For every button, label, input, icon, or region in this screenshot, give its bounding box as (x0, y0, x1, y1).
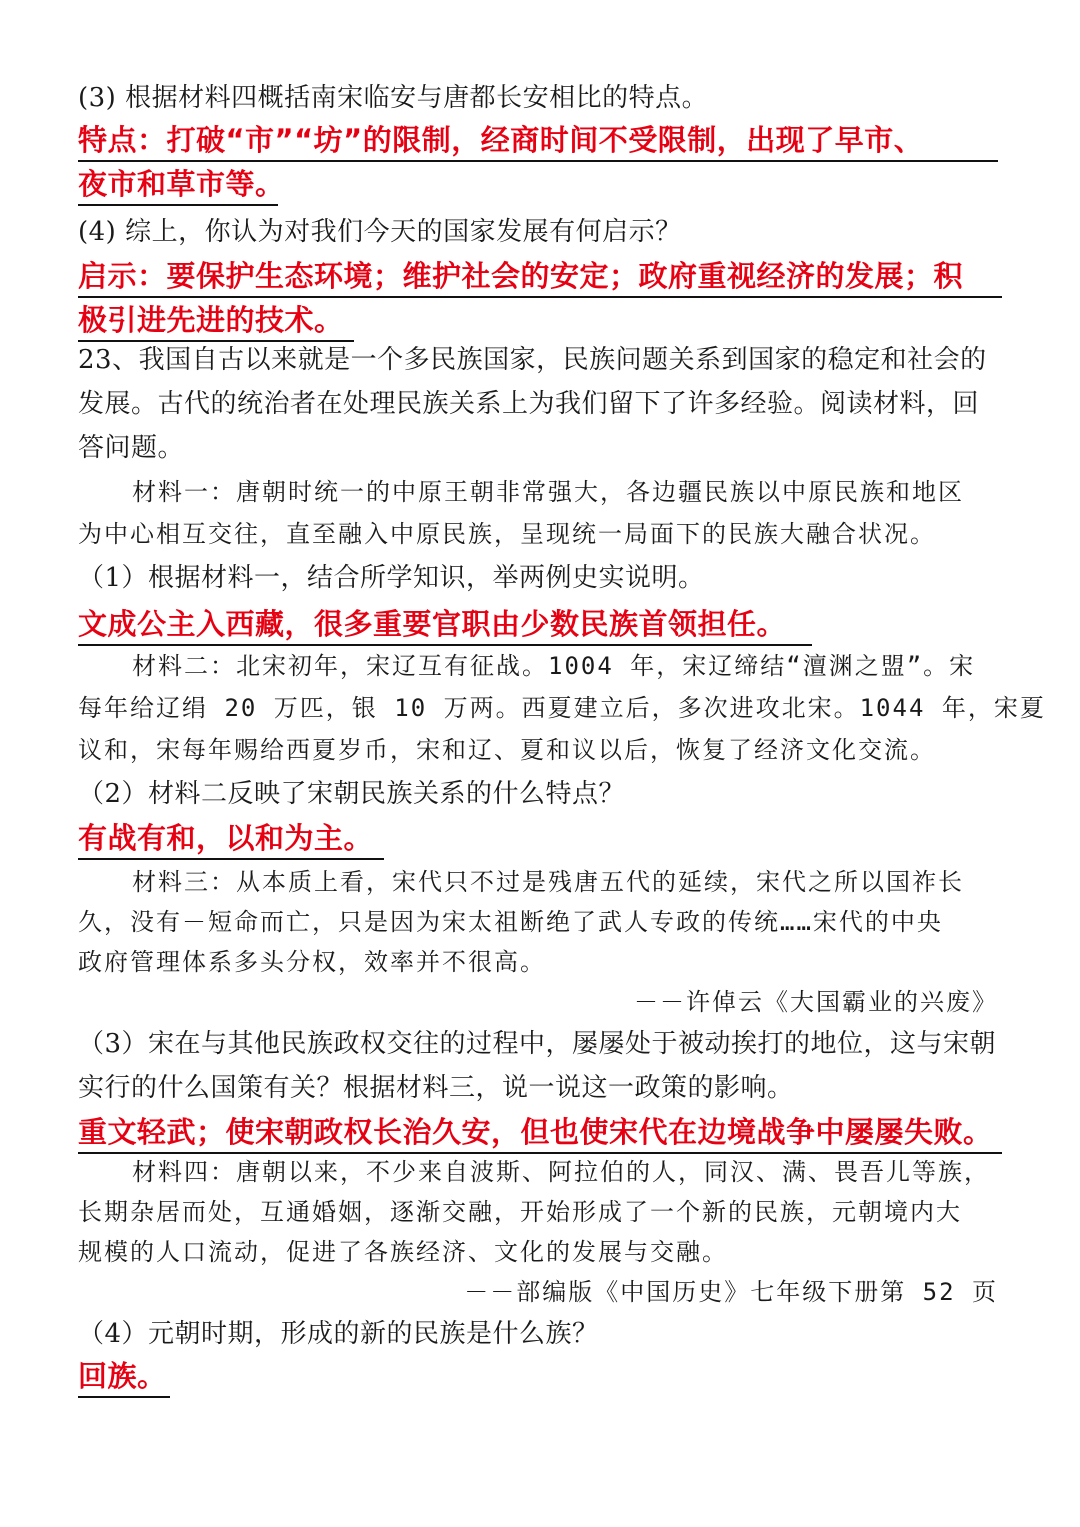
question-23-line-3: 答问题。 (78, 433, 185, 463)
question-23-line-1: 23、我国自古以来就是一个多民族国家，民族问题关系到国家的稳定和社会的 (78, 345, 987, 375)
sub-question-4: （4）元朝时期，形成的新的民族是什么族？ (78, 1319, 599, 1349)
question-23-line-2: 发展。古代的统治者在处理民族关系上为我们留下了许多经验。阅读材料，回 (78, 389, 980, 419)
material-3-line-1: 材料三：从本质上看，宋代只不过是残唐五代的延续，宋代之所以国祚长 (132, 868, 964, 896)
answer-3-top-line-2: 夜市和草市等。 (78, 167, 285, 201)
answer-4-top-line-1: 启示：要保护生态环境；维护社会的安定；政府重视经济的发展；积 (78, 259, 964, 293)
sub-question-2: （2）材料二反映了宋朝民族关系的什么特点？ (78, 779, 626, 809)
sub-answer-4: 回族。 (78, 1359, 167, 1393)
material-2-line-3: 议和，宋每年赐给西夏岁币，宋和辽、夏和议以后，恢复了经济文化交流。 (78, 736, 936, 764)
sub-answer-1: 文成公主入西藏，很多重要官职由少数民族首领担任。 (78, 607, 787, 641)
material-4-line-2: 长期杂居而处，互通婚姻，逐渐交融，开始形成了一个新的民族，元朝境内大 (78, 1198, 962, 1226)
material-2-line-2: 每年给辽绢 20 万匹，银 10 万两。西夏建立后，多次进攻北宋。1044 年，宋夏 (78, 694, 1046, 722)
answer-4-top-line-2: 极引进先进的技术。 (78, 303, 344, 337)
answer-underline (78, 160, 998, 162)
sub-question-3-line-2: 实行的什么国策有关？根据材料三，说一说这一政策的影响。 (78, 1073, 794, 1103)
answer-3-top-line-1: 特点：打破“市”“坊”的限制，经商时间不受限制，出现了早市、 (78, 123, 924, 157)
material-1-line-1: 材料一：唐朝时统一的中原王朝非常强大，各边疆民族以中原民族和地区 (132, 478, 964, 506)
answer-underline (78, 858, 384, 860)
answer-underline (78, 1396, 170, 1398)
material-2-line-1: 材料二：北宋初年，宋辽互有征战。1004 年，宋辽缔结“澶渊之盟”。宋 (132, 652, 976, 680)
material-4-source: －－部编版《中国历史》七年级下册第 52 页 (464, 1278, 998, 1306)
answer-underline (78, 204, 278, 206)
answer-underline (78, 296, 1002, 298)
material-1-line-2: 为中心相互交往，直至融入中原民族，呈现统一局面下的民族大融合状况。 (78, 520, 936, 548)
question-3-top: (3) 根据材料四概括南宋临安与唐都长安相比的特点。 (78, 83, 709, 113)
material-4-line-3: 规模的人口流动，促进了各族经济、文化的发展与交融。 (78, 1238, 728, 1266)
material-4-line-1: 材料四：唐朝以来，不少来自波斯、阿拉伯的人，同汉、满、畏吾儿等族， (132, 1158, 990, 1186)
material-3-line-2: 久，没有－短命而亡，只是因为宋太祖断绝了武人专政的传统……宋代的中央 (78, 908, 943, 936)
sub-answer-2: 有战有和，以和为主。 (78, 821, 374, 855)
question-4-top: (4) 综上，你认为对我们今天的国家发展有何启示？ (78, 217, 682, 247)
sub-question-1: （1）根据材料一，结合所学知识，举两例史实说明。 (78, 563, 705, 593)
material-3-source: －－许倬云《大国霸业的兴废》 (634, 988, 998, 1016)
sub-answer-3: 重文轻武；使宋朝政权长治久安，但也使宋代在边境战争中屡屡失败。 (78, 1115, 993, 1149)
sub-question-3-line-1: （3）宋在与其他民族政权交往的过程中，屡屡处于被动挨打的地位，这与宋朝 (78, 1029, 997, 1059)
material-3-line-3: 政府管理体系多头分权，效率并不很高。 (78, 948, 546, 976)
